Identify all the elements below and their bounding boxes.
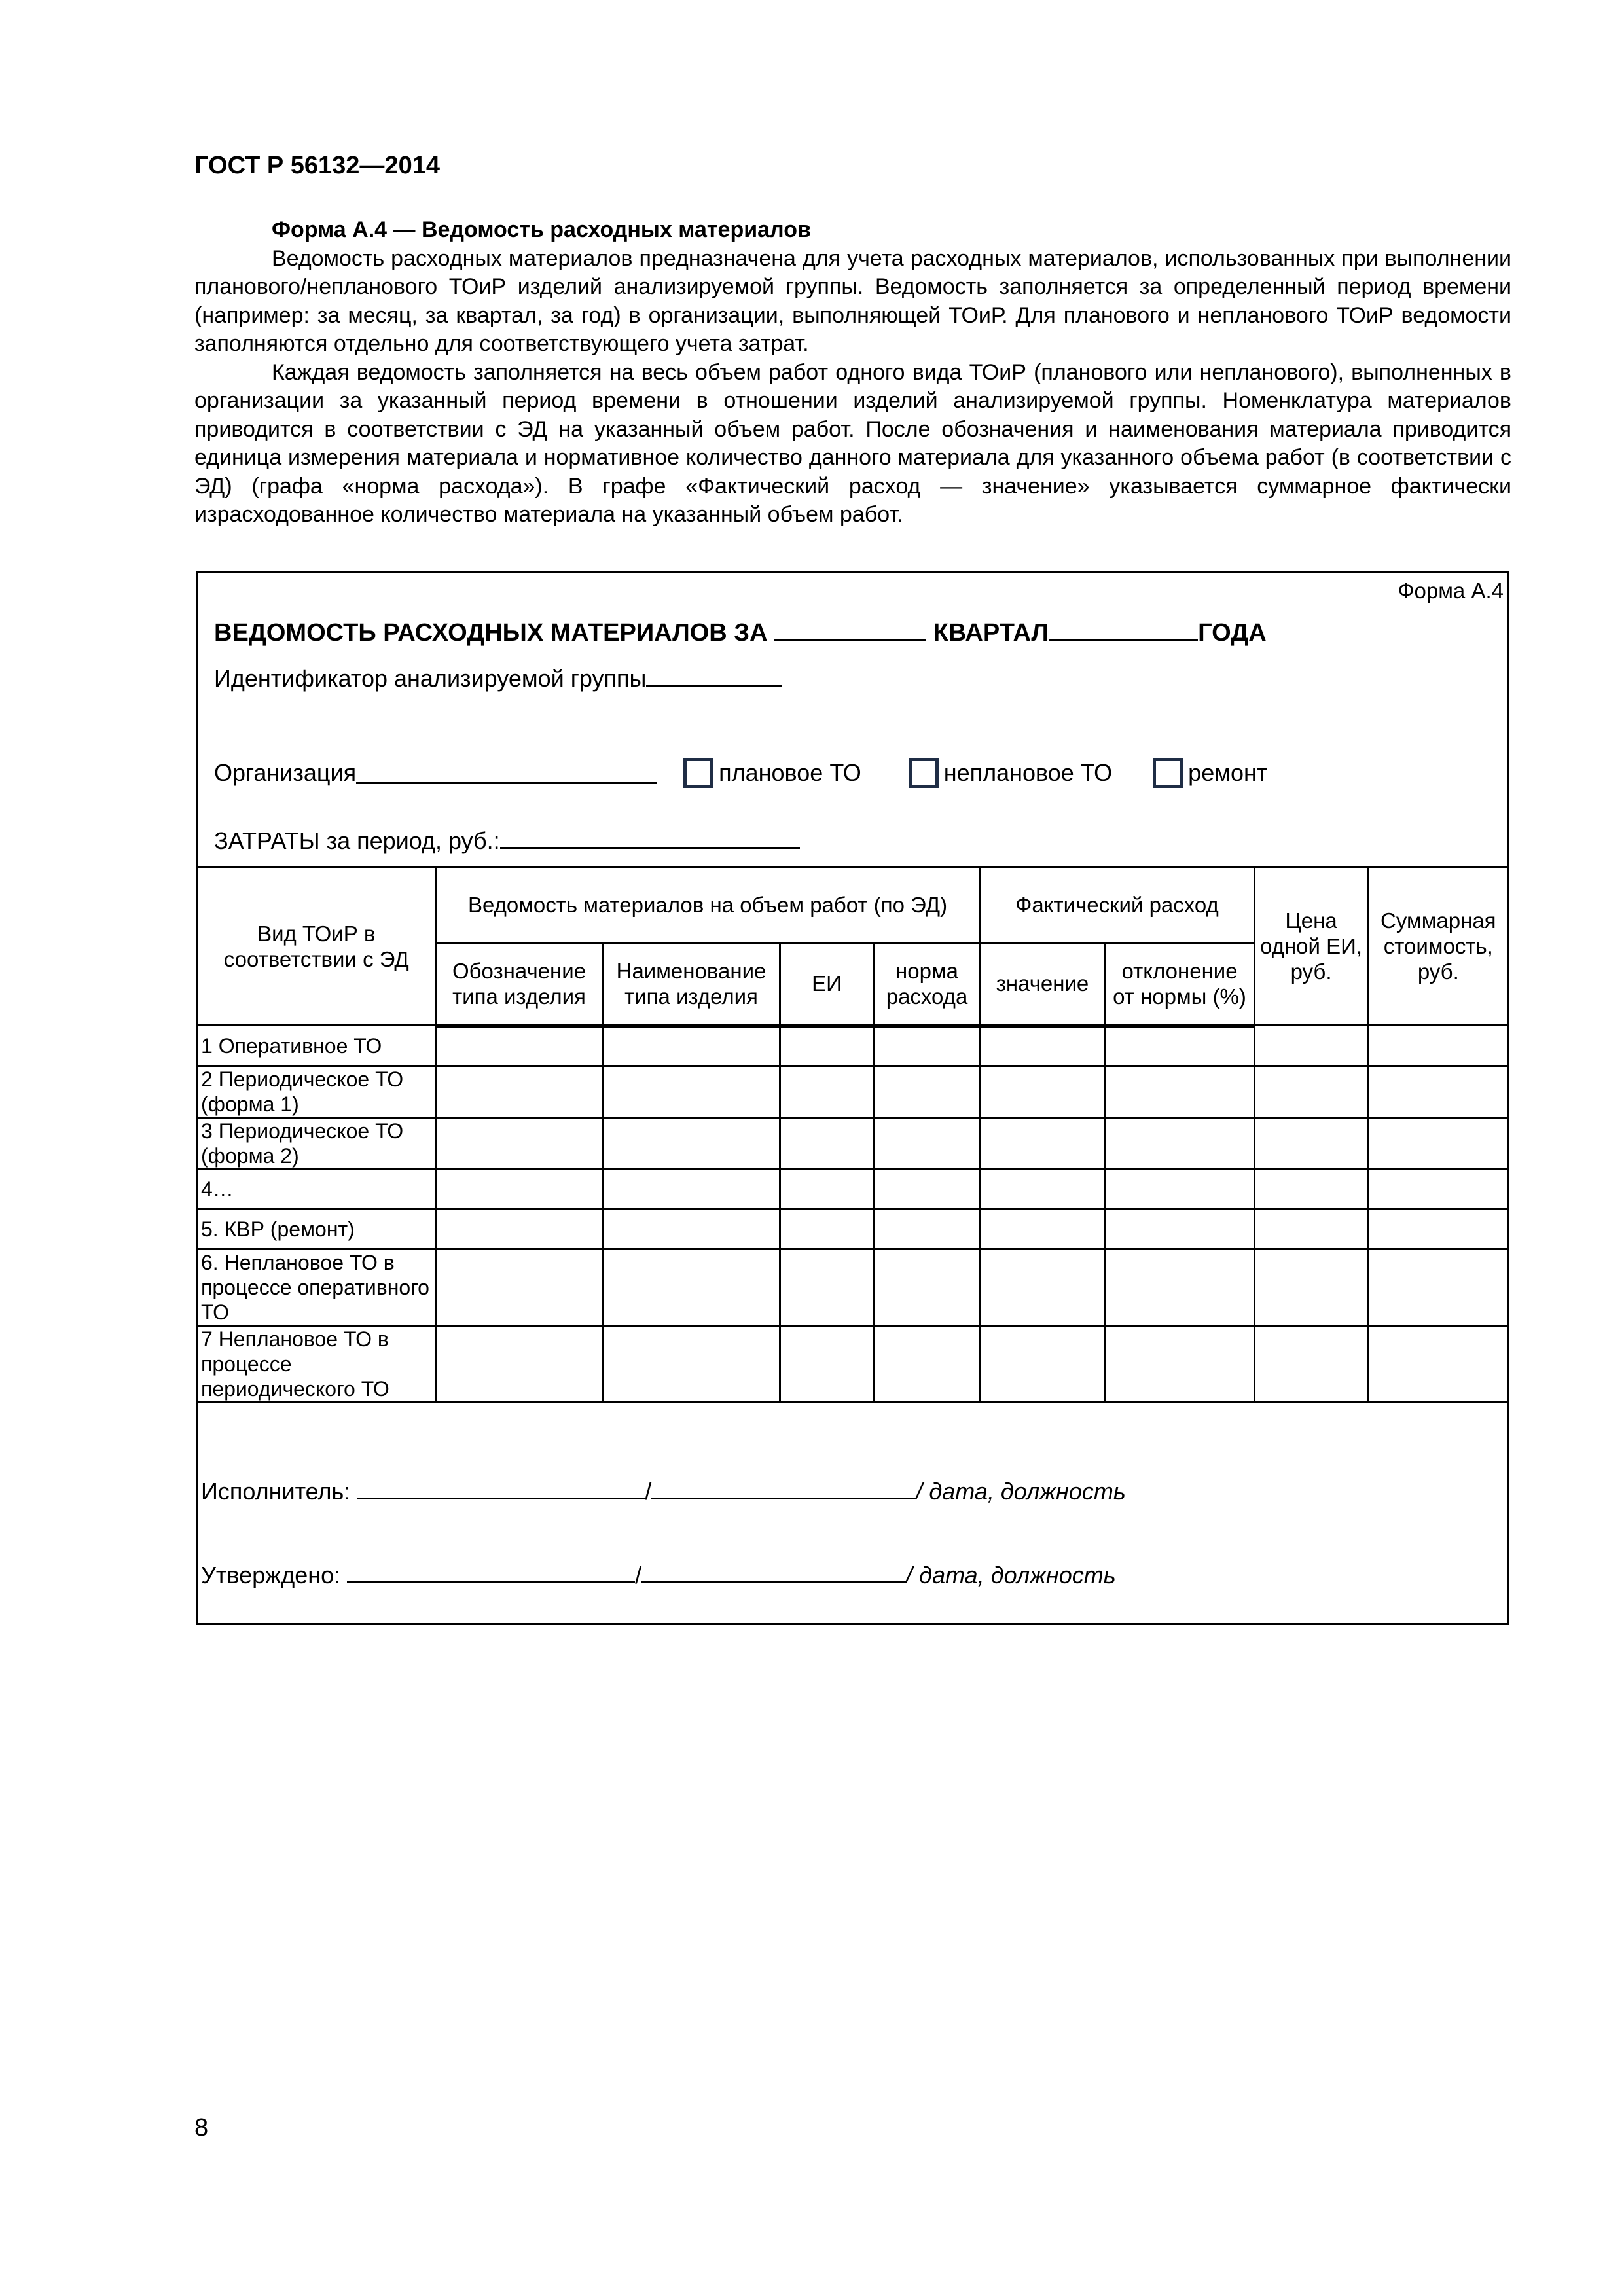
table-cell[interactable] [603,1066,780,1118]
table-cell[interactable] [1254,1026,1368,1066]
table-cell[interactable] [1105,1170,1254,1210]
table-cell[interactable] [1254,1066,1368,1118]
table-cell[interactable] [874,1118,980,1170]
form-heading: Форма А.4 — Ведомость расходных материалов [272,217,811,242]
table-cell[interactable] [780,1118,874,1170]
group-id-field[interactable] [646,665,782,687]
sub-deviation-header: отклонение от нормы (%) [1105,943,1254,1026]
organization-field[interactable] [356,762,657,784]
table-cell[interactable] [780,1326,874,1403]
table-cell[interactable] [980,1170,1105,1210]
executor-label: Исполнитель: [201,1478,351,1505]
materials-table [198,866,1507,1403]
table-cell[interactable] [1254,1170,1368,1210]
table-cell[interactable] [980,1118,1105,1170]
checkbox-icon[interactable] [909,758,939,788]
checkbox-icon[interactable] [683,758,713,788]
approved-name-field[interactable] [347,1562,635,1583]
table-cell[interactable] [874,1170,980,1210]
table-cell[interactable] [1254,1326,1368,1403]
costs-field[interactable] [500,827,800,849]
group-materials-header: Ведомость материалов на объем работ (по ЭД) [435,867,980,943]
sub-norm-header: норма расхода [874,943,980,1026]
table-cell[interactable] [874,1066,980,1118]
table-cell[interactable] [780,1249,874,1326]
organization-label: Организация [214,759,357,786]
table-cell[interactable] [603,1170,780,1210]
group-actual-header: Фактический расход [980,867,1254,943]
intro-paragraph-2: Каждая ведомость заполняется на весь объем работ одного вида ТОиР (планового или непланового), выполненных в организации за указанный период времени в отношении изделий анализируемой группы. Номенклатура материалов приводится в соответствии с ЭД на указанный объем работ. После обозначения и наименования материала приводится единица измерения материала и нормативное количество данного материала для указанного объема работ (в соответствии с ЭД) (графа «норма расхода»). В графе «Фактический расход — значение» указывается суммарное фактически израсходованное количество материала на указанный объем работ. [194,359,1511,527]
table-cell[interactable] [1254,1118,1368,1170]
table-cell[interactable] [1368,1170,1507,1210]
approved-sign-field[interactable] [641,1562,906,1583]
year-field[interactable] [1049,619,1198,641]
sub-designation-header: Обозначение типа изделия [435,943,603,1026]
form-title [214,619,1267,647]
sub-name-header: Наименование типа изделия [603,943,780,1026]
table-cell[interactable] [874,1026,980,1066]
table-cell[interactable] [435,1326,603,1403]
table-cell[interactable] [1105,1026,1254,1066]
row-label: 4… [198,1170,435,1210]
sub-unit-header: ЕИ [780,943,874,1026]
table-cell[interactable] [603,1249,780,1326]
table-row [198,1118,1507,1170]
group-id-label: Идентификатор анализируемой группы [214,665,647,692]
table-cell[interactable] [980,1326,1105,1403]
row-label: 2 Периодическое ТО (форма 1) [198,1066,435,1118]
executor-name-field[interactable] [357,1478,645,1499]
table-row [198,1249,1507,1326]
executor-sign-field[interactable] [651,1478,916,1499]
title-part-3: ГОДА [1198,619,1267,647]
executor-row [201,1478,1126,1505]
table-cell[interactable] [980,1026,1105,1066]
table-cell[interactable] [1368,1210,1507,1249]
table-cell[interactable] [435,1249,603,1326]
table-cell[interactable] [435,1026,603,1066]
col-type-header: Вид ТОиР в соответствии с ЭД [198,867,435,1026]
table-cell[interactable] [874,1249,980,1326]
table-cell[interactable] [435,1210,603,1249]
checkbox-repair-label: ремонт [1188,759,1268,786]
group-id-row [214,665,782,692]
document-header: ГОСТ Р 56132—2014 [194,152,440,179]
table-cell[interactable] [780,1066,874,1118]
checkbox-unplanned[interactable] [909,758,1112,788]
table-cell[interactable] [1368,1118,1507,1170]
separator: / [635,1562,642,1588]
date-position-label: / дата, должность [916,1478,1126,1505]
row-label: 7 Неплановое ТО в процессе периодического ТО [198,1326,435,1403]
table-row [198,1210,1507,1249]
page-number: 8 [194,2114,209,2142]
checkbox-planned[interactable] [683,758,861,788]
checkbox-repair[interactable] [1153,758,1267,788]
intro-text [194,216,1511,529]
checkbox-icon[interactable] [1153,758,1183,788]
table-row [198,1170,1507,1210]
table-cell[interactable] [1105,1326,1254,1403]
table-cell[interactable] [780,1170,874,1210]
table-cell[interactable] [874,1326,980,1403]
table-cell[interactable] [435,1170,603,1210]
row-label: 3 Периодическое ТО (форма 2) [198,1118,435,1170]
table-cell[interactable] [1368,1326,1507,1403]
title-part-1: ВЕДОМОСТЬ РАСХОДНЫХ МАТЕРИАЛОВ ЗА [214,619,768,647]
table-cell[interactable] [780,1210,874,1249]
table-cell[interactable] [435,1066,603,1118]
checkbox-planned-label: плановое ТО [719,759,861,786]
organization-row [214,758,1267,788]
table-cell[interactable] [1368,1066,1507,1118]
table-cell[interactable] [603,1326,780,1403]
table-row [198,1326,1507,1403]
table-cell[interactable] [1254,1249,1368,1326]
table-cell[interactable] [980,1066,1105,1118]
form-code: Форма А.4 [1398,579,1504,603]
table-cell[interactable] [874,1210,980,1249]
separator: / [645,1478,652,1505]
table-cell[interactable] [1105,1118,1254,1170]
table-cell[interactable] [603,1118,780,1170]
table-cell[interactable] [1254,1210,1368,1249]
date-position-label: / дата, должность [906,1562,1116,1588]
col-price-header: Цена одной ЕИ, руб. [1254,867,1368,1026]
table-cell[interactable] [603,1026,780,1066]
table-cell[interactable] [980,1210,1105,1249]
table-cell[interactable] [780,1026,874,1066]
costs-label: ЗАТРАТЫ за период, руб.: [214,827,500,854]
quarter-field[interactable] [774,619,926,641]
row-label: 5. КВР (ремонт) [198,1210,435,1249]
checkbox-unplanned-label: неплановое ТО [943,759,1113,786]
row-label: 1 Оперативное ТО [198,1026,435,1066]
table-row [198,1026,1507,1066]
table-cell[interactable] [603,1210,780,1249]
form-a4 [196,571,1509,1625]
approved-label: Утверждено: [201,1562,341,1588]
approved-row [201,1562,1116,1589]
table-cell[interactable] [435,1118,603,1170]
col-total-header: Суммарная стоимость, руб. [1368,867,1507,1026]
table-cell[interactable] [1368,1026,1507,1066]
table-row [198,1066,1507,1118]
row-label: 6. Неплановое ТО в процессе оперативного ТО [198,1249,435,1326]
table-cell[interactable] [1105,1066,1254,1118]
table-cell[interactable] [1105,1210,1254,1249]
costs-row [214,827,800,855]
intro-paragraph-1: Ведомость расходных материалов предназначена для учета расходных материалов, использованных при выполнении планового/непланового ТОиР изделий анализируемой группы. Ведомость заполняется за определенный период времени (например: за месяц, за квартал, за год) в организации, выполняющей ТОиР. Для планового и непланового ТОиР ведомости заполняются отдельно для соответствующего учета затрат. [194,245,1511,356]
sub-value-header: значение [980,943,1105,1026]
title-part-2: КВАРТАЛ [933,619,1049,647]
table-cell[interactable] [1105,1249,1254,1326]
table-cell[interactable] [1368,1249,1507,1326]
table-cell[interactable] [980,1249,1105,1326]
